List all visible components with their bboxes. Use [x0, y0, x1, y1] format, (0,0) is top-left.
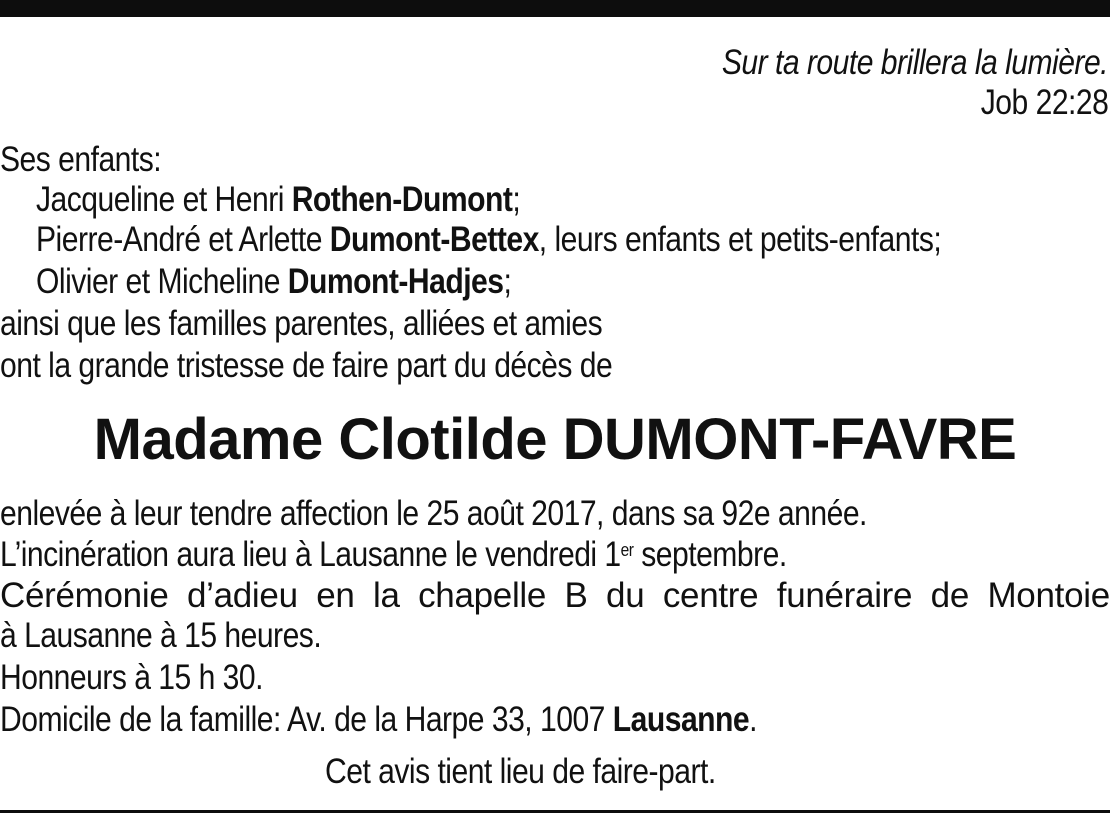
child-suffix: , leurs enfants et petits-enfants; [538, 220, 942, 259]
residence-address: Domicile de la famille: Av. de la Harpe 33, 1007 [0, 700, 613, 739]
deceased-name: Madame Clotilde DUMONT-FAVRE [93, 407, 1017, 472]
ceremony-word: du [606, 576, 645, 615]
ordinal-superscript: er [620, 540, 634, 560]
ceremony-word: la [372, 576, 400, 615]
ceremony-word: d’adieu [186, 576, 298, 615]
closing-note: Cet avis tient lieu de faire-part. [325, 752, 716, 791]
epigraph-reference: Job 22:28 [980, 83, 1108, 122]
residence-city: Lausanne [612, 700, 750, 739]
extended-family-line: ainsi que les familles parentes, alliées et amies [0, 304, 603, 343]
child-line [36, 220, 941, 260]
child-first-names: Olivier et Micheline [36, 262, 288, 301]
ceremony-word: funéraire [776, 576, 913, 615]
child-suffix: ; [512, 180, 521, 219]
child-surname: Dumont-Hadjes [287, 262, 504, 301]
ceremony-word: Montoie [987, 576, 1110, 615]
ceremony-word: centre [662, 576, 759, 615]
child-surname: Rothen-Dumont [291, 180, 513, 219]
ceremony-word: de [930, 576, 969, 615]
child-first-names: Pierre-André et Arlette [36, 220, 330, 259]
child-suffix: ; [503, 262, 512, 301]
ceremony-word: Cérémonie [0, 576, 169, 615]
children-intro: Ses enfants: [0, 140, 162, 179]
ceremony-time-line: à Lausanne à 15 heures. [0, 616, 322, 655]
epigraph-quote: Sur ta route brillera la lumière. [721, 43, 1108, 82]
child-surname: Dumont-Bettex [329, 220, 539, 259]
top-border-rule [0, 0, 1110, 17]
child-first-names: Jacqueline et Henri [36, 180, 292, 219]
child-line [36, 262, 511, 302]
incineration-line [0, 535, 787, 575]
ceremony-word: chapelle [418, 576, 547, 615]
residence-line [0, 700, 757, 740]
honours-line: Honneurs à 15 h 30. [0, 658, 263, 697]
incineration-month: septembre. [633, 535, 787, 574]
announcement-line: ont la grande tristesse de faire part du décès de [0, 346, 613, 385]
bottom-border-rule [0, 810, 1110, 813]
residence-period: . [749, 700, 757, 739]
incineration-text: L’incinération aura lieu à Lausanne le vendredi 1 [0, 535, 621, 574]
ceremony-word: B [564, 576, 588, 615]
ceremony-line [0, 576, 1110, 616]
death-date-line: enlevée à leur tendre affection le 25 août 2017, dans sa 92e année. [0, 494, 867, 533]
child-line [36, 180, 520, 220]
ceremony-word: en [316, 576, 355, 615]
